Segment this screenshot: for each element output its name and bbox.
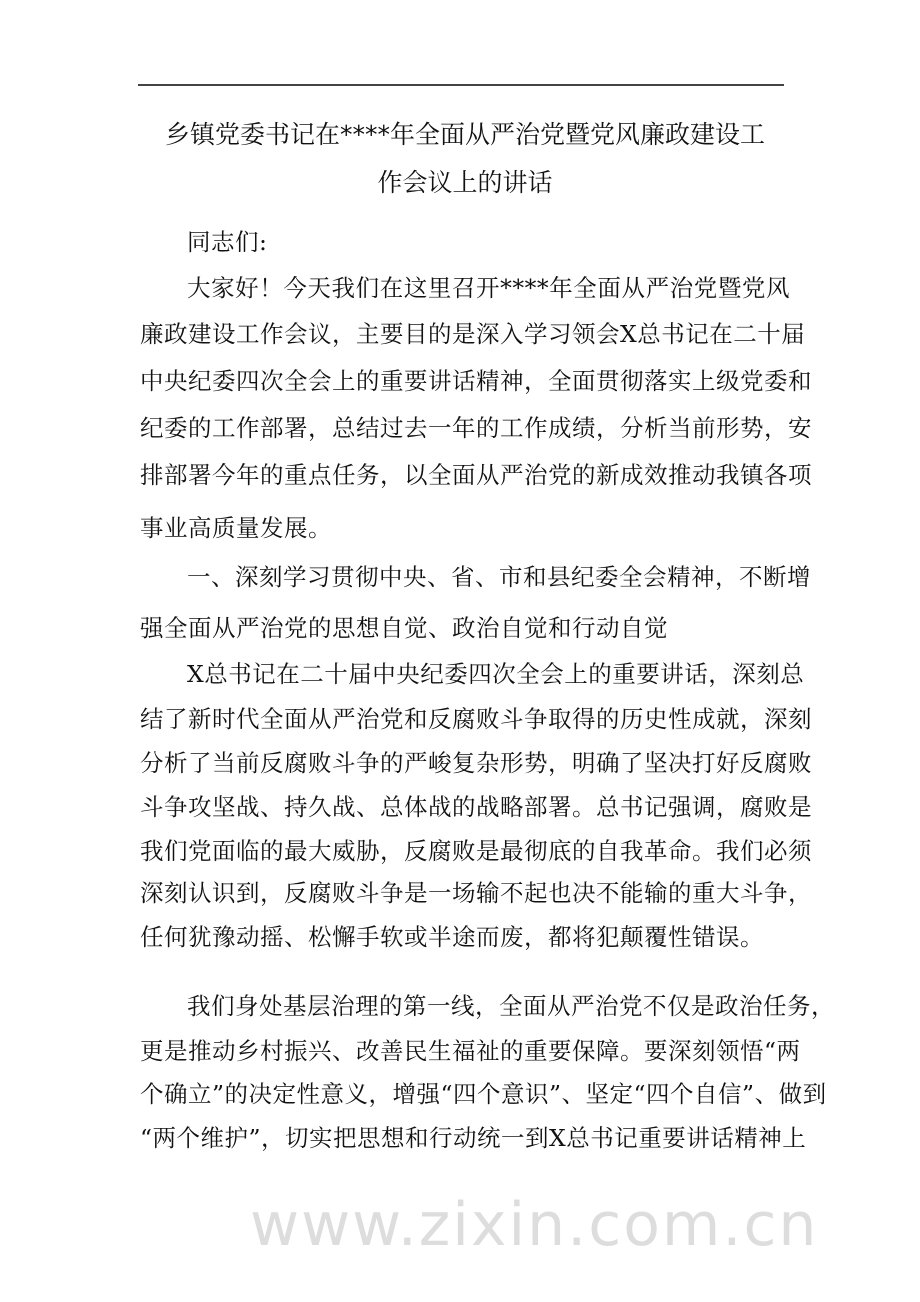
text-line: “两个维护”，切实把思想和行动统一到X总书记重要讲话精神上 [140,1124,807,1152]
text-line: 深刻认识到，反腐败斗争是一场输不起也决不能输的重大斗争， [140,879,812,907]
section-heading-line: 一、深刻学习贯彻中央、省、市和县纪委全会精神，不断增 [187,563,811,591]
text-line: 任何犹豫动摇、松懈手软或半途而废，都将犯颠覆性错误。 [140,923,764,951]
section-heading-line: 强全面从严治党的思想自觉、政治自觉和行动自觉 [140,614,668,642]
text-line: 廉政建设工作会议，主要目的是深入学习领会X总书记在二十届 [140,320,806,348]
text-line: 事业高质量发展。 [140,514,332,542]
text-line: 我们党面临的最大威胁，反腐败是最彻底的自我革命。我们必须 [140,837,812,865]
text-line: 个确立”的决定性意义，增强“四个意识”、坚定“四个自信”、做到 [140,1080,827,1108]
text-line: 纪委的工作部署，总结过去一年的工作成绩，分析当前形势，安 [140,414,812,442]
text-line: X总书记在二十届中央纪委四次全会上的重要讲话，深刻总 [187,660,805,688]
text-line: 中央纪委四次全会上的重要讲话精神，全面贯彻落实上级党委和 [140,367,812,395]
document-title-line-1: 乡镇党委书记在****年全面从严治党暨党风廉政建设工 [164,120,765,149]
text-line: 大家好！今天我们在这里召开****年全面从严治党暨党风 [187,274,790,302]
document-title-line-2: 作会议上的讲话 [377,168,553,197]
header-rule [138,84,784,86]
text-line: 我们身处基层治理的第一线，全面从严治党不仅是政治任务， [187,992,835,1020]
text-line: 更是推动乡村振兴、改善民生福祉的重要保障。要深刻领悟“两 [140,1037,801,1065]
watermark: www.zixin.com.cn [250,1190,819,1260]
text-line: 结了新时代全面从严治党和反腐败斗争取得的历史性成就，深刻 [140,705,812,733]
text-line: 排部署今年的重点任务，以全面从严治党的新成效推动我镇各项 [140,461,812,489]
text-line: 斗争攻坚战、持久战、总体战的战略部署。总书记强调，腐败是 [140,793,812,821]
text-line: 分析了当前反腐败斗争的严峻复杂形势，明确了坚决打好反腐败 [140,749,812,777]
salutation: 同志们: [187,228,268,256]
